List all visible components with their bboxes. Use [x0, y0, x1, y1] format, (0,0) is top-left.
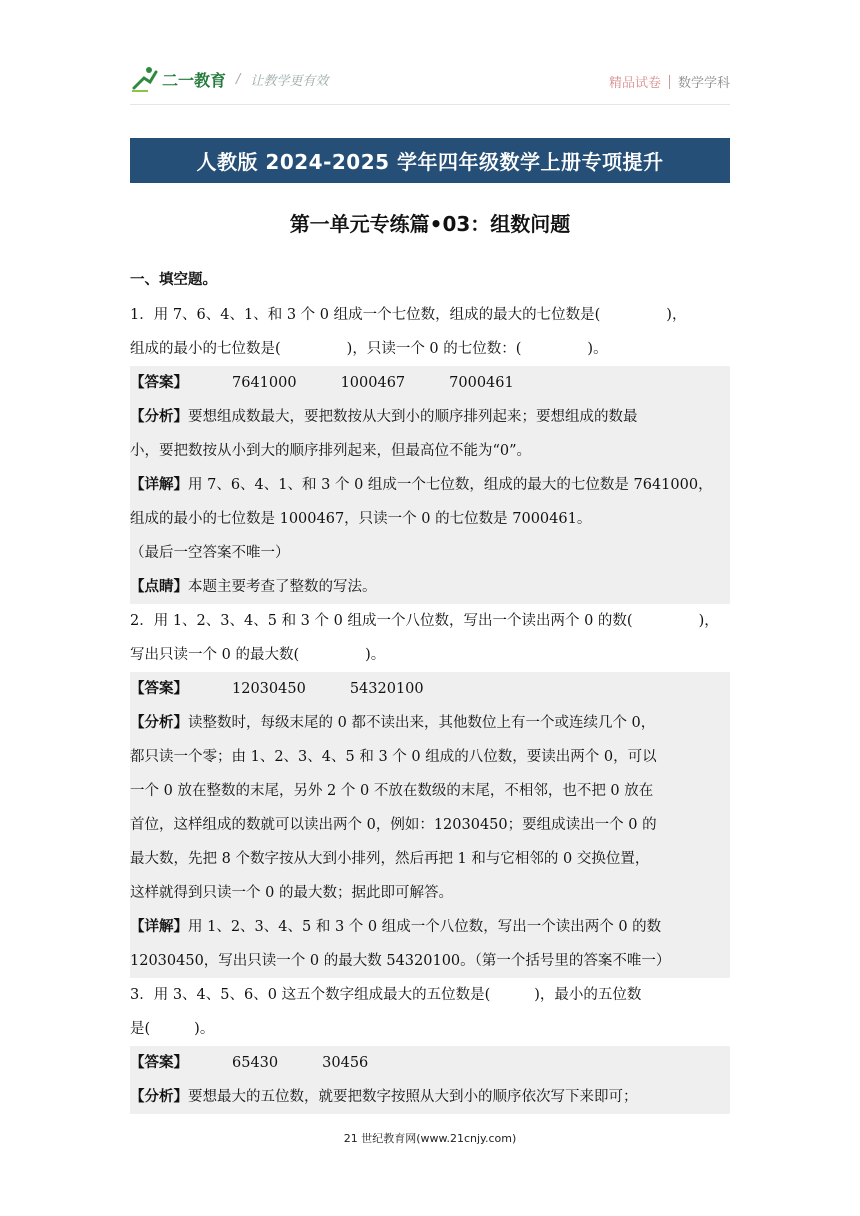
q2-analysis-cont-4: 最大数，先把 8 个数字按从大到小排列，然后再把 1 和与它相邻的 0 交换位置，: [130, 851, 650, 867]
q1-answer: 【答案】 7641000 1000467 7000461: [130, 375, 514, 391]
q1-line-1: 1．用 7、6、4、1、和 3 个 0 组成一个七位数，组成的最大的七位数是( )，: [130, 307, 687, 323]
runner-logo-icon: [130, 64, 160, 94]
document-title: 人教版 2024-2025 学年四年级数学上册专项提升: [130, 138, 730, 183]
q1-note: （最后一空答案不唯一）: [130, 545, 290, 561]
brand-logo: [130, 64, 328, 94]
header-tag-divider: [669, 75, 670, 89]
q2-solution-block: [130, 672, 730, 978]
q1-line-2: 组成的最小的七位数是( )，只读一个 0 的七位数：( )。: [130, 341, 608, 357]
header-tag-quality: 精品试卷: [608, 76, 661, 91]
q2-analysis-cont-5: 这样就得到只读一个 0 的最大数；据此即可解答。: [130, 885, 453, 901]
logo-slogan: 让教学更有效: [250, 73, 329, 89]
page-header: [130, 64, 730, 100]
q1-detail: 【详解】用 7、6、4、1、和 3 个 0 组成一个七位数，组成的最大的七位数是 7641000，: [130, 477, 713, 493]
q2-detail: 【详解】用 1、2、3、4、5 和 3 个 0 组成一个八位数，写出一个读出两个 0 的数: [130, 919, 662, 935]
q3-analysis: 【分析】要想最大的五位数，就要把数字按照从大到小的顺序依次写下来即可；: [130, 1089, 638, 1105]
logo-text: 二一教育: [162, 70, 227, 90]
q1-detail-cont: 组成的最小的七位数是 1000467，只读一个 0 的七位数是 7000461。: [130, 511, 592, 527]
q2-line-1: 2．用 1、2、3、4、5 和 3 个 0 组成一个八位数，写出一个读出两个 0 的数( )，: [130, 613, 719, 629]
q3-line-1: 3．用 3、4、5、6、0 这五个数字组成最大的五位数是( )，最小的五位数: [130, 987, 642, 1003]
q2-line-2: 写出只读一个 0 的最大数( )。: [130, 647, 386, 663]
q3-line-2: 是( )。: [130, 1021, 215, 1037]
q2-analysis: 【分析】读整数时，每级末尾的 0 都不读出来，其他数位上有一个或连续几个 0，: [130, 715, 656, 731]
q1-solution-block: [130, 366, 730, 604]
q2-analysis-cont-1: 都只读一个零；由 1、2、3、4、5 和 3 个 0 组成的八位数，要读出两个 0，可以: [130, 749, 657, 765]
q1-analysis-cont: 小，要把数按从小到大的顺序排列起来，但最高位不能为“0”。: [130, 443, 532, 459]
q3-solution-block: [130, 1046, 730, 1114]
header-divider: [130, 104, 730, 105]
logo-separator: /: [236, 71, 241, 87]
document-subtitle: 第一单元专练篇•03：组数问题: [289, 212, 571, 236]
q1-analysis: 【分析】要想组成数最大，要把数按从大到小的顺序排列起来；要想组成的数最: [130, 409, 638, 425]
page-footer: 21 世纪教育网(www.21cnjy.com): [343, 1132, 517, 1145]
document-body: [130, 262, 730, 1114]
section-heading: 一、填空题。: [130, 272, 217, 288]
q1-comment: 【点睛】本题主要考查了整数的写法。: [130, 579, 377, 595]
q2-analysis-cont-2: 一个 0 放在整数的末尾，另外 2 个 0 不放在数级的末尾，不相邻，也不把 0 放在: [130, 783, 654, 799]
q2-answer: 【答案】 12030450 54320100: [130, 681, 424, 697]
header-tags: [609, 72, 730, 91]
q3-answer: 【答案】 65430 30456: [130, 1055, 369, 1071]
q2-detail-cont: 12030450，写出只读一个 0 的最大数 54320100。（第一个括号里的答案不唯一）: [130, 953, 671, 969]
q2-analysis-cont-3: 首位，这样组成的数就可以读出两个 0，例如：12030450；要组成读出一个 0 的: [130, 817, 657, 833]
header-tag-subject: 数学学科: [677, 76, 730, 91]
